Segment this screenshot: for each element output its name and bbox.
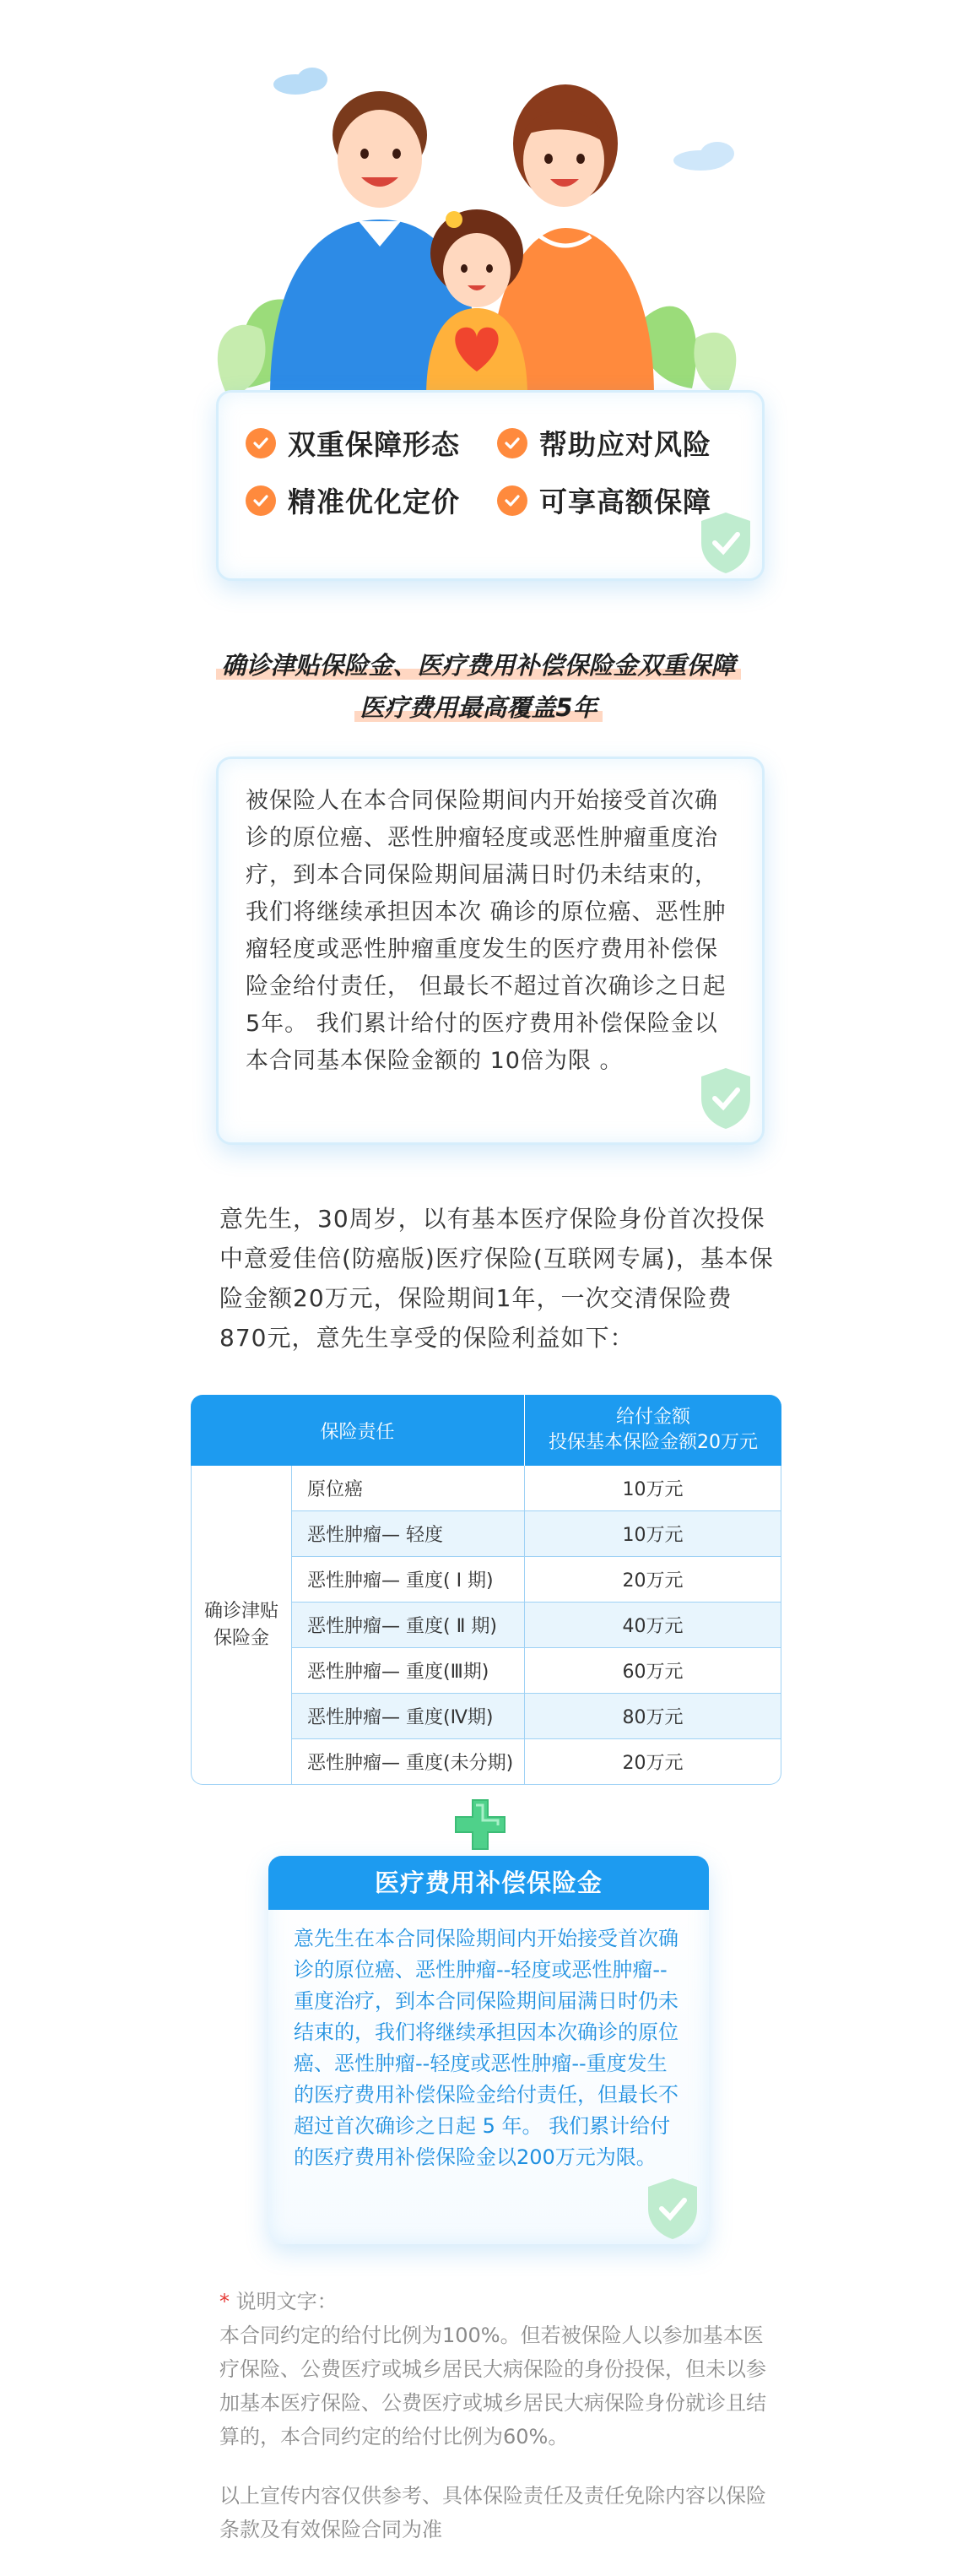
description-text: 被保险人在本合同保险期间内开始接受首次确诊的原位癌、恶性肿瘤轻度或恶性肿瘤重度治疗，到本合同保险期间届满日时仍未结束的，我们将继续承担因本次 确诊的原位癌、恶性肿瘤轻度或恶性肿瘤重度发生的医疗费用补偿保险金给付责任， 但最长不超过首次确诊之日起 5年。 我们累计给付的医疗费用补偿保险金以本合同基本保险金额的 10倍为限 。 xyxy=(246,788,727,1074)
medical-expense-card xyxy=(268,1856,709,2244)
feature-label: 双重保障形态 xyxy=(288,428,460,461)
cloud-icon xyxy=(673,142,734,171)
amount-cell: 10万元 xyxy=(525,1466,781,1511)
benefit-table xyxy=(191,1395,781,1785)
amount-cell: 60万元 xyxy=(525,1648,781,1694)
item-cell: 恶性肿瘤— 重度( Ⅰ 期) xyxy=(292,1557,525,1603)
item-cell: 原位癌 xyxy=(292,1466,525,1511)
amount-cell: 20万元 xyxy=(525,1557,781,1603)
item-cell: 恶性肿瘤— 重度(Ⅲ期) xyxy=(292,1648,525,1694)
table-row xyxy=(191,1466,781,1511)
item-cell: 恶性肿瘤— 重度(未分期) xyxy=(292,1739,525,1785)
feature-item xyxy=(246,423,460,463)
headline-line1: 确诊津贴保险金、医疗费用补偿保险金双重保障 xyxy=(0,647,957,681)
example-paragraph: 意先生，30周岁，以有基本医疗保险身份首次投保中意爱佳倍(防癌版)医疗保险(互联网专属)，基本保险金额20万元，保险期间1年，一次交清保险费870元，意先生享受的保险利益如下： xyxy=(219,1205,774,1352)
amount-cell: 10万元 xyxy=(525,1511,781,1557)
header-amount-title: 给付金额 xyxy=(615,1407,690,1428)
shield-check-icon xyxy=(698,1066,754,1131)
table-header-row xyxy=(191,1395,781,1466)
cloud-icon xyxy=(273,68,327,95)
medical-card-title: 医疗费用补偿保险金 xyxy=(268,1856,709,1910)
feature-item xyxy=(497,480,711,520)
item-cell: 恶性肿瘤— 轻度 xyxy=(292,1511,525,1557)
item-cell: 恶性肿瘤— 重度( Ⅱ 期) xyxy=(292,1603,525,1648)
check-icon xyxy=(246,428,276,458)
header-amount-subtitle: 投保基本保险金额20万元 xyxy=(549,1432,758,1453)
amount-cell: 20万元 xyxy=(525,1739,781,1785)
description-card xyxy=(216,757,765,1145)
category-cell: 确诊津贴保险金 xyxy=(191,1466,292,1785)
headline-line2: 医疗费用最高覆盖5年 xyxy=(0,689,957,724)
feature-label: 帮助应对风险 xyxy=(539,428,711,461)
amount-cell: 80万元 xyxy=(525,1694,781,1739)
check-icon xyxy=(497,485,527,516)
medical-card-text: 意先生在本合同保险期间内开始接受首次确诊的原位癌、恶性肿瘤--轻度或恶性肿瘤--重度治疗，到本合同保险期间届满日时仍未结束的，我们将继续承担因本次确诊的原位癌、恶性肿瘤--轻度或恶性肿瘤--重度发生的医疗费用补偿保险金给付责任，但最长不超过首次确诊之日起 5 年。 我们累计给付的医疗费用补偿保险金以200万元为限。 xyxy=(294,1927,679,2169)
feature-item xyxy=(497,423,711,463)
header-amount xyxy=(525,1395,781,1466)
family-illustration xyxy=(169,59,776,405)
disclaimer: 以上宣传内容仅供参考、具体保险责任及责任免除内容以保险条款及有效保险合同为准 xyxy=(219,2484,766,2541)
item-cell: 恶性肿瘤— 重度(Ⅳ期) xyxy=(292,1694,525,1739)
feature-card xyxy=(216,390,765,581)
feature-item xyxy=(246,480,460,520)
plus-icon xyxy=(452,1797,508,1852)
header-responsibility: 保险责任 xyxy=(191,1395,525,1466)
note-label: * 说明文字： xyxy=(219,2290,338,2313)
feature-label: 可享高额保障 xyxy=(539,485,711,518)
feature-label: 精准优化定价 xyxy=(288,485,460,518)
shield-check-icon xyxy=(645,2177,700,2241)
check-icon xyxy=(497,428,527,458)
note-body: 本合同约定的给付比例为100%。但若被保险人以参加基本医疗保险、公费医疗或城乡居民大病保险的身份投保，但未以参加基本医疗保险、公费医疗或城乡居民大病保险身份就诊且结算的，本合同约定的给付比例为60%。 xyxy=(219,2324,766,2449)
amount-cell: 40万元 xyxy=(525,1603,781,1648)
shield-check-icon xyxy=(698,511,754,575)
check-icon xyxy=(246,485,276,516)
